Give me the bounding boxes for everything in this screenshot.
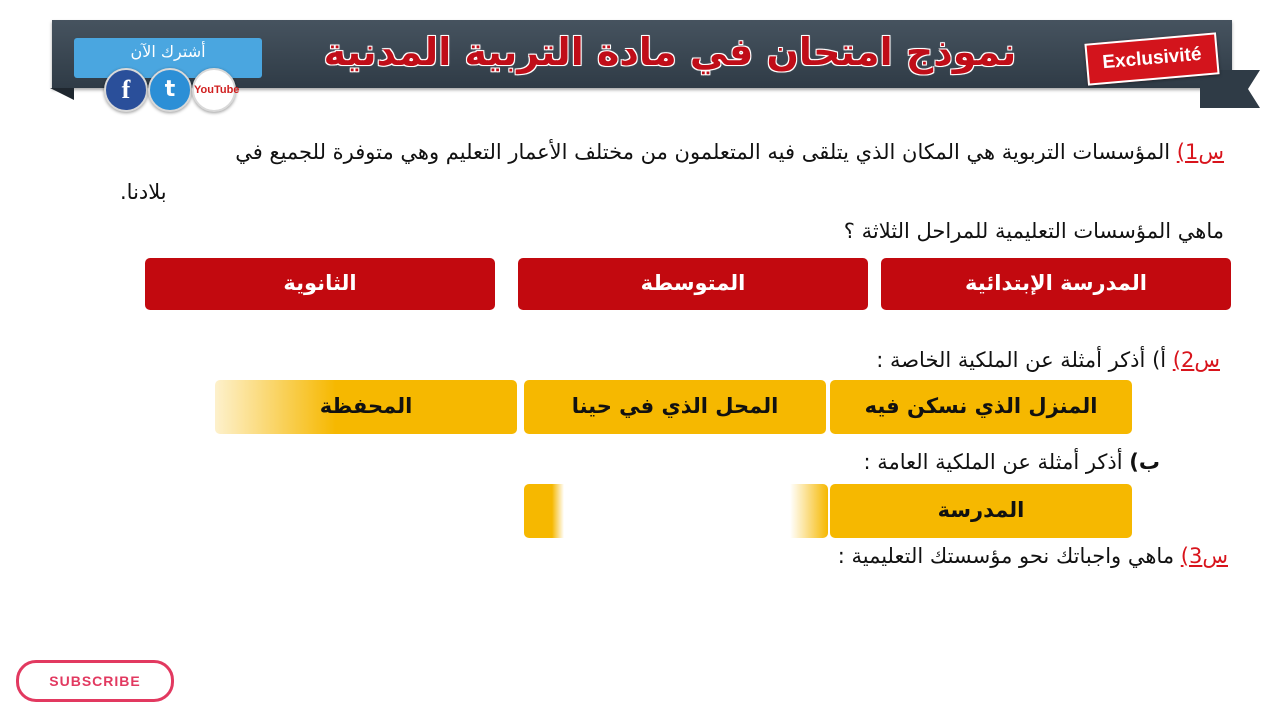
- ribbon-fold-left: [50, 88, 74, 100]
- page-title: نموذج امتحان في مادة التربية المدنية: [323, 30, 1017, 74]
- youtube-icon[interactable]: YouTube: [192, 68, 236, 112]
- q2-part-a-text: أذكر أمثلة عن الملكية الخاصة :: [876, 348, 1146, 372]
- facebook-icon[interactable]: f: [104, 68, 148, 112]
- q3-text: ماهي واجباتك نحو مؤسستك التعليمية :: [837, 544, 1175, 568]
- public-example-blank-right: [790, 484, 828, 538]
- subscribe-button[interactable]: SUBSCRIBE: [16, 660, 174, 702]
- q1-intro: [120, 136, 1224, 168]
- q2-part-a: [600, 344, 1220, 376]
- answer-middle-school: المتوسطة: [518, 258, 868, 310]
- q2-part-b-text: أذكر أمثلة عن الملكية العامة :: [863, 450, 1123, 474]
- answer-high-school: الثانوية: [145, 258, 495, 310]
- q1-question: ماهي المؤسسات التعليمية للمراحل الثلاثة ؟: [843, 219, 1224, 243]
- private-example-home: المنزل الذي نسكن فيه: [830, 380, 1132, 434]
- q1-number: س1): [1176, 140, 1224, 164]
- private-example-shop: المحل الذي في حينا: [524, 380, 826, 434]
- public-example-school: المدرسة: [830, 484, 1132, 538]
- q1-line1: المؤسسات التربوية هي المكان الذي يتلقى فيه المتعلمون من مختلف الأعمار التعليم وهي متوفرة للجميع في: [235, 140, 1171, 164]
- private-example-schoolbag: المحفظة: [215, 380, 517, 434]
- q1-line2-row: [120, 176, 1224, 208]
- subscribe-now-label: أشترك الآن: [130, 42, 206, 61]
- q2-part-a-marker: أ): [1152, 348, 1167, 372]
- q2-part-b: [600, 446, 1160, 478]
- ribbon-fold-right: [1200, 70, 1260, 108]
- q2-part-b-marker: ب): [1129, 450, 1160, 474]
- twitter-icon[interactable]: t: [148, 68, 192, 112]
- q3: [600, 540, 1228, 572]
- q2-number: س2): [1172, 348, 1220, 372]
- q1-line2: بلادنا.: [120, 180, 167, 204]
- answer-primary-school: المدرسة الإبتدائية: [881, 258, 1231, 310]
- q3-number: س3): [1180, 544, 1228, 568]
- exclusive-badge: Exclusivité: [1084, 32, 1219, 85]
- public-example-blank-left: [524, 484, 564, 538]
